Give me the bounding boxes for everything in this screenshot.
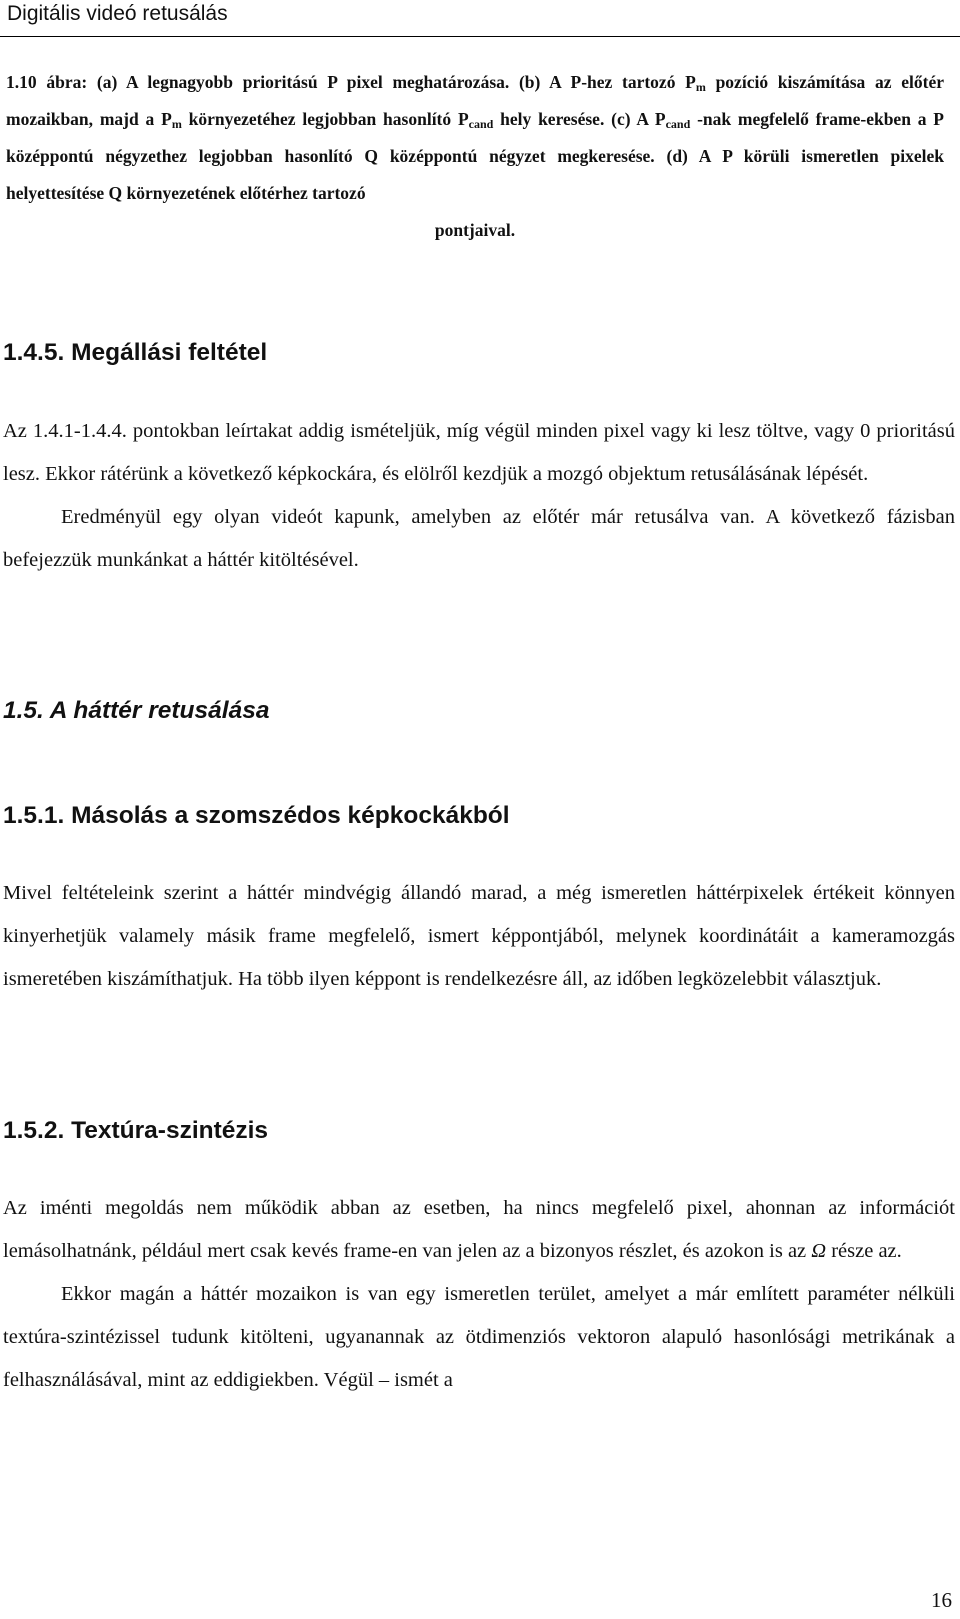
section-145-body [3,410,955,582]
caption-text: hely keresése. (c) A P [493,109,666,129]
section-heading-15: 1.5. A háttér retusálása [3,697,270,724]
caption-text: 1.10 ábra: (a) A legnagyobb prioritású P pixel meghatározása. (b) A P-hez tartozó P [6,72,696,92]
caption-text: pozíció kiszámítása az előtér mozaikban, majd a P [6,72,944,129]
figure-caption [6,64,944,249]
paragraph: Ekkor magán a háttér mozaikon is van egy ismeretlen terület, amelyet a már említett paraméter nélküli textúra-szintézissel tudunk kitölteni, ugyanannak az ötdimenziós vektoron alapuló hasonlósági metrikának a felhasználásával, mint az eddigiekben. Végül – ismét a [3,1283,955,1391]
section-151-body [3,872,955,1001]
paragraph-text: része az. [826,1240,902,1262]
subscript: cand [665,117,691,131]
subscript: m [695,80,706,94]
caption-text: környezetéhez legjobban hasonlító P [181,109,469,129]
section-152-body [3,1187,955,1402]
paragraph: Az 1.4.1-1.4.4. pontokban leírtakat addig ismételjük, míg végül minden pixel vagy ki lesz töltve, vagy 0 prioritású lesz. Ekkor rátérünk a következő képkockára, és elölről kezdjük a mozgó objektum retusálásának lépését. [3,420,955,485]
paragraph: Eredményül egy olyan videót kapunk, amelyben az előtér már retusálva van. A következő fázisban befejezzük munkánkat a háttér kitöltésével. [3,506,955,571]
paragraph-text: Az iménti megoldás nem működik abban az esetben, ha nincs megfelelő pixel, ahonnan az információt lemásolhatnánk, például mert csak kevés frame-en van jelen az a bizonyos részlet, és azokon is az [3,1197,955,1262]
subscript: m [171,117,182,131]
paragraph [3,1187,955,1273]
section-heading-152: 1.5.2. Textúra-szintézis [3,1117,269,1144]
subscript: cand [468,117,494,131]
page-number: 16 [931,1588,952,1612]
paragraph: Mivel feltételeink szerint a háttér mindvégig állandó marad, a még ismeretlen háttérpixelek értékeit könnyen kinyerhetjük valamely másik frame megfelelő, ismert képpontjából, melynek koordinátáit a kameramozgás ismeretében kiszámíthatjuk. Ha több ilyen képpont is rendelkezésre áll, az időben legközelebbit választjuk. [3,882,955,990]
header-rule [0,36,960,37]
running-header: Digitális videó retusálás [7,2,228,25]
section-heading-145: 1.4.5. Megállási feltétel [3,339,268,366]
caption-text: -nak megfelelő frame-ekben a P középpontú négyzethez legjobban hasonlító Q középpontú négyzet megkeresése. (d) A P körüli ismeretlen pixelek helyettesítése Q környezetének előtérhez tartozó [6,109,944,203]
caption-last-line: pontjaival. [434,220,516,240]
omega-symbol: Ω [811,1240,827,1262]
section-heading-151: 1.5.1. Másolás a szomszédos képkockákból [3,802,510,829]
